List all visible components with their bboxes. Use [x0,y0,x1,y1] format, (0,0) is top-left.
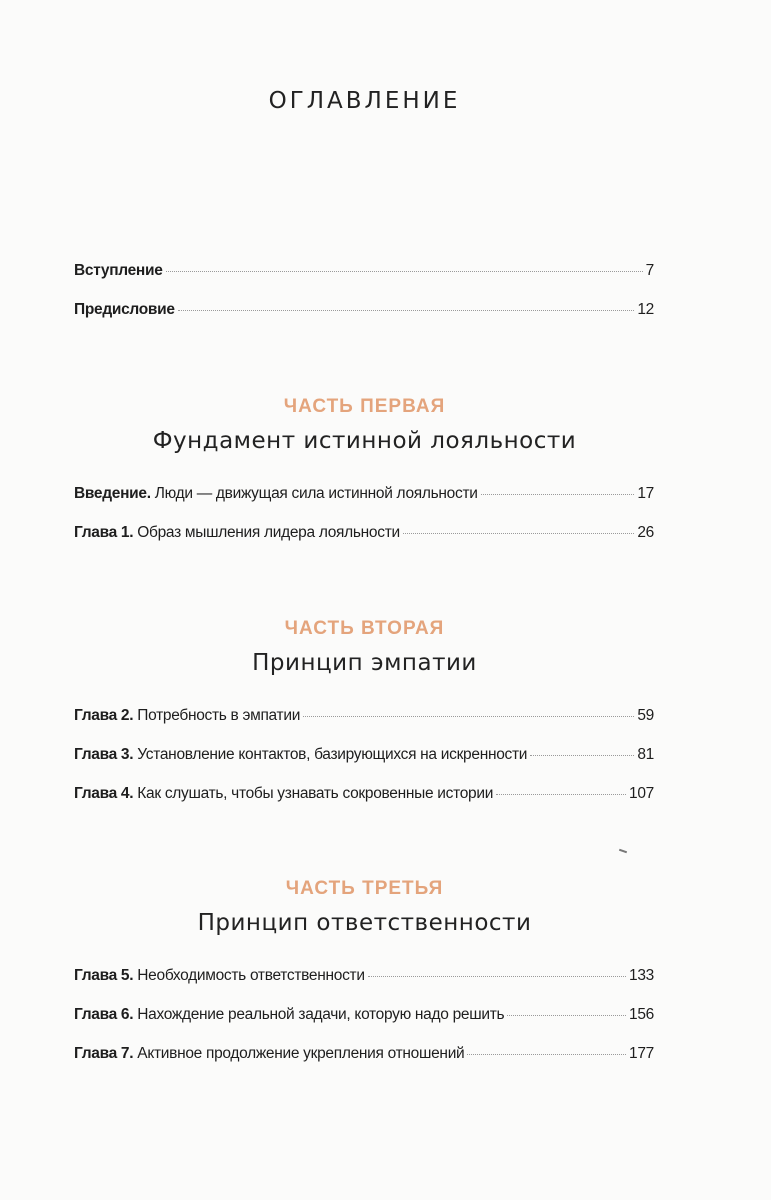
dot-leader [403,533,634,534]
entry-page-number: 177 [629,1045,654,1062]
entry-title: Люди — движущая сила истинной лояльности [154,485,478,502]
toc-entry[interactable] [74,707,654,729]
entry-page-number: 133 [629,967,654,984]
part-2-title: Принцип эмпатии [252,650,477,676]
entry-title: Нахождение реальной задачи, которую надо решить [137,1006,505,1023]
part-1-title: Фундамент истинной лояльности [152,428,577,454]
entry-label: Предисловие [74,301,175,318]
dot-leader [496,794,626,795]
stray-mark [619,849,627,854]
entry-prefix: Глава 7. [74,1045,134,1062]
part-3-title: Принцип ответственности [197,910,532,936]
entry-prefix: Глава 5. [74,967,134,984]
part-1-label: ЧАСТЬ ПЕРВАЯ [283,396,446,417]
entry-title: Как слушать, чтобы узнавать сокровенные истории [137,785,494,802]
toc-entry[interactable] [74,485,654,507]
toc-entry[interactable] [74,1006,654,1028]
entry-page-number: 156 [629,1006,654,1023]
entry-prefix: Введение. [74,485,151,502]
toc-entry-introduction[interactable] [74,262,654,284]
entry-page-number: 59 [637,707,654,724]
toc-entry-preface[interactable] [74,301,654,323]
entry-page-number: 12 [637,301,654,318]
dot-leader [481,494,635,495]
entry-prefix: Глава 6. [74,1006,134,1023]
part-3-label: ЧАСТЬ ТРЕТЬЯ [285,878,444,899]
toc-heading: ОГЛАВЛЕНИЕ [268,88,461,114]
toc-entry[interactable] [74,785,654,807]
entry-prefix: Глава 3. [74,746,134,763]
entry-prefix: Глава 2. [74,707,134,724]
entry-page-number: 81 [637,746,654,763]
entry-title: Потребность в эмпатии [137,707,301,724]
toc-entry[interactable] [74,1045,654,1067]
dot-leader [368,976,626,977]
entry-title: Образ мышления лидера лояльности [137,524,400,541]
dot-leader [507,1015,626,1016]
entry-prefix: Глава 4. [74,785,134,802]
entry-label: Вступление [74,262,163,279]
dot-leader [530,755,634,756]
entry-page-number: 7 [645,262,654,279]
entry-page-number: 26 [637,524,654,541]
dot-leader [467,1054,626,1055]
toc-entry[interactable] [74,524,654,546]
entry-title: Необходимость ответственности [137,967,365,984]
dot-leader [303,716,634,717]
toc-entry[interactable] [74,746,654,768]
entry-prefix: Глава 1. [74,524,134,541]
part-2-label: ЧАСТЬ ВТОРАЯ [284,618,445,639]
toc-entry[interactable] [74,967,654,989]
entry-page-number: 107 [629,785,654,802]
entry-title: Установление контактов, базирующихся на искренности [137,746,528,763]
entry-title: Активное продолжение укрепления отношений [137,1045,465,1062]
dot-leader [178,310,635,311]
dot-leader [166,271,643,272]
entry-page-number: 17 [637,485,654,502]
